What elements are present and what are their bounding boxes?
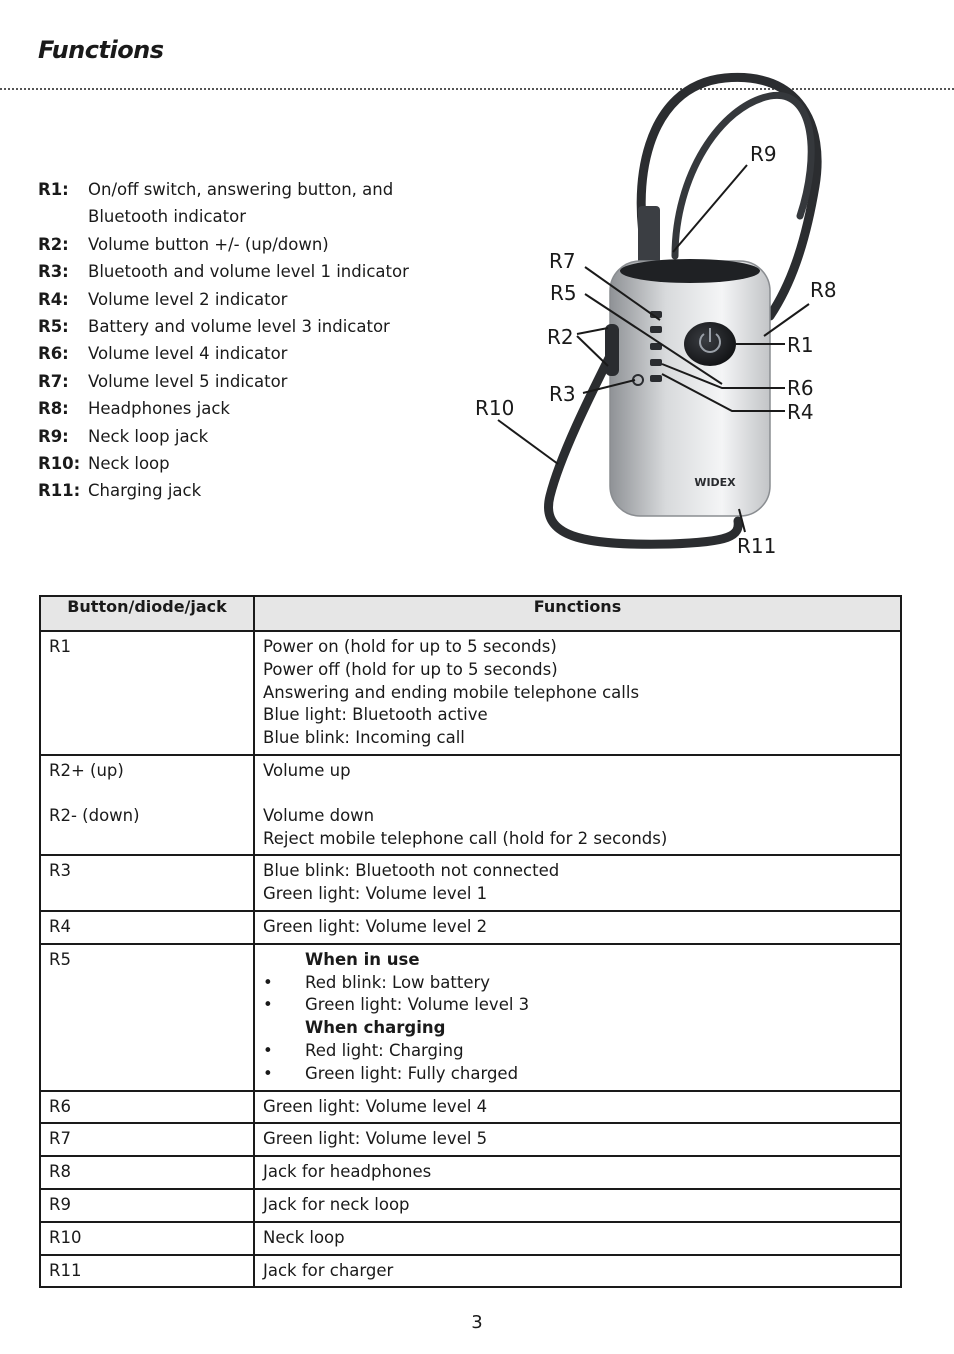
bullet-item <box>263 1063 892 1086</box>
bullet-item <box>263 1040 892 1063</box>
callout-r2: R2 <box>547 325 574 349</box>
legend-text: Volume level 5 indicator <box>88 371 288 391</box>
row-key: R10 <box>40 1222 254 1255</box>
bullet-item <box>263 994 892 1017</box>
row-functions <box>254 1255 901 1288</box>
function-line: Jack for neck loop <box>263 1194 410 1214</box>
function-line: Power on (hold for up to 5 seconds) <box>263 637 557 656</box>
legend-text: Volume level 2 indicator <box>88 289 288 309</box>
legend-key: R6: <box>38 344 69 364</box>
bullet-item <box>263 972 892 995</box>
function-line: Green light: Volume level 1 <box>263 884 488 904</box>
device-illustration <box>470 66 870 566</box>
row-functions <box>254 1189 901 1222</box>
legend-key: R3: <box>38 262 69 282</box>
legend-item <box>38 368 468 395</box>
subheading-in-use: When in use <box>305 949 420 969</box>
table-row <box>40 1091 901 1124</box>
legend-key: R10: <box>38 454 81 474</box>
legend-item <box>38 395 468 422</box>
callout-r3: R3 <box>549 382 576 406</box>
legend-text: Volume level 4 indicator <box>88 344 288 364</box>
callout-r5: R5 <box>550 281 577 305</box>
row-key <box>40 755 254 855</box>
legend-text: On/off switch, answering button, and Bluetooth indicator <box>88 180 394 227</box>
table-row <box>40 755 901 855</box>
function-line: Blue light: Bluetooth active <box>263 705 488 725</box>
legend-key: R9: <box>38 426 69 446</box>
bullet-text: Green light: Fully charged <box>305 1063 519 1083</box>
legend-text: Headphones jack <box>88 399 230 419</box>
table-row <box>40 1255 901 1288</box>
device-diagram <box>470 66 870 566</box>
column-header-functions: Functions <box>254 596 901 631</box>
function-line: Green light: Volume level 2 <box>263 916 488 936</box>
row-key-down: R2- (down) <box>49 805 140 825</box>
legend-item <box>38 176 468 231</box>
row-functions <box>254 911 901 944</box>
bullet-icon: • <box>263 995 273 1015</box>
legend-key: R2: <box>38 234 69 254</box>
legend-key: R8: <box>38 399 69 419</box>
row-key: R8 <box>40 1156 254 1189</box>
row-key: R3 <box>40 855 254 911</box>
function-line: Blue blink: Bluetooth not connected <box>263 861 560 881</box>
page-number: 3 <box>471 1312 483 1333</box>
row-key: R7 <box>40 1123 254 1156</box>
function-line: Volume up <box>263 760 351 780</box>
row-key: R4 <box>40 911 254 944</box>
row-functions <box>254 855 901 911</box>
row-key: R6 <box>40 1091 254 1124</box>
table-row <box>40 1222 901 1255</box>
function-line: Volume down <box>263 805 375 825</box>
table-row <box>40 1156 901 1189</box>
function-legend <box>38 176 468 505</box>
subheading-charging: When charging <box>305 1018 446 1038</box>
callout-r9: R9 <box>750 142 777 166</box>
functions-table <box>39 595 902 1288</box>
table-row <box>40 631 901 755</box>
callout-r6: R6 <box>787 376 814 400</box>
row-key: R5 <box>40 944 254 1091</box>
callout-r1: R1 <box>787 333 814 357</box>
legend-item <box>38 423 468 450</box>
bullet-text: Red blink: Low battery <box>305 972 491 992</box>
function-line: Jack for charger <box>263 1260 394 1280</box>
row-key-up: R2+ (up) <box>49 760 124 780</box>
function-line: Jack for headphones <box>263 1162 432 1182</box>
legend-item <box>38 286 468 313</box>
callout-r8: R8 <box>810 278 837 302</box>
function-line: Answering and ending mobile telephone calls <box>263 682 640 702</box>
volume-rocker <box>605 324 619 376</box>
led-indicator <box>650 326 662 333</box>
legend-item <box>38 450 468 477</box>
callout-r11: R11 <box>737 534 777 558</box>
table-row <box>40 1189 901 1222</box>
legend-key: R7: <box>38 371 69 391</box>
table-header-row <box>40 596 901 631</box>
legend-text: Bluetooth and volume level 1 indicator <box>88 262 409 282</box>
legend-item <box>38 258 468 285</box>
page-title: Functions <box>38 36 164 64</box>
row-key: R11 <box>40 1255 254 1288</box>
brand-logo: WIDEX <box>694 476 736 489</box>
legend-text: Volume button +/- (up/down) <box>88 234 329 254</box>
table-row <box>40 911 901 944</box>
legend-key: R4: <box>38 289 69 309</box>
function-line: Reject mobile telephone call (hold for 2 seconds) <box>263 828 668 848</box>
table-row <box>40 855 901 911</box>
row-functions <box>254 944 901 1091</box>
legend-key: R5: <box>38 317 69 337</box>
legend-text: Charging jack <box>88 481 202 501</box>
legend-item <box>38 313 468 340</box>
column-header-button: Button/diode/jack <box>40 596 254 631</box>
table-row <box>40 944 901 1091</box>
function-line: Blue blink: Incoming call <box>263 728 465 748</box>
legend-item <box>38 477 468 504</box>
device-top <box>620 259 760 283</box>
row-functions <box>254 1091 901 1124</box>
row-key: R9 <box>40 1189 254 1222</box>
legend-item <box>38 231 468 258</box>
function-line: Green light: Volume level 4 <box>263 1096 488 1116</box>
row-functions <box>254 1156 901 1189</box>
callout-r10: R10 <box>475 396 515 420</box>
legend-key: R11: <box>38 481 81 501</box>
led-indicator <box>650 359 662 366</box>
legend-key: R1: <box>38 180 69 199</box>
legend-text: Neck loop jack <box>88 426 209 446</box>
legend-text: Neck loop <box>88 454 170 474</box>
neck-loop-cord-inner <box>675 95 811 256</box>
row-key: R1 <box>40 631 254 755</box>
legend-item <box>38 340 468 367</box>
row-functions <box>254 755 901 855</box>
function-line: Neck loop <box>263 1227 345 1247</box>
legend-text: Battery and volume level 3 indicator <box>88 317 390 337</box>
row-functions <box>254 1222 901 1255</box>
bullet-icon: • <box>263 1063 273 1083</box>
function-line: Green light: Volume level 5 <box>263 1129 488 1149</box>
row-functions <box>254 1123 901 1156</box>
callout-r7: R7 <box>549 249 576 273</box>
led-indicator <box>650 375 662 382</box>
bullet-icon: • <box>263 972 273 992</box>
bullet-icon: • <box>263 1040 273 1060</box>
function-line: Power off (hold for up to 5 seconds) <box>263 659 558 679</box>
callout-r4: R4 <box>787 400 814 424</box>
bullet-text: Green light: Volume level 3 <box>305 995 530 1015</box>
bullet-text: Red light: Charging <box>305 1040 464 1060</box>
row-functions <box>254 631 901 755</box>
table-row <box>40 1123 901 1156</box>
